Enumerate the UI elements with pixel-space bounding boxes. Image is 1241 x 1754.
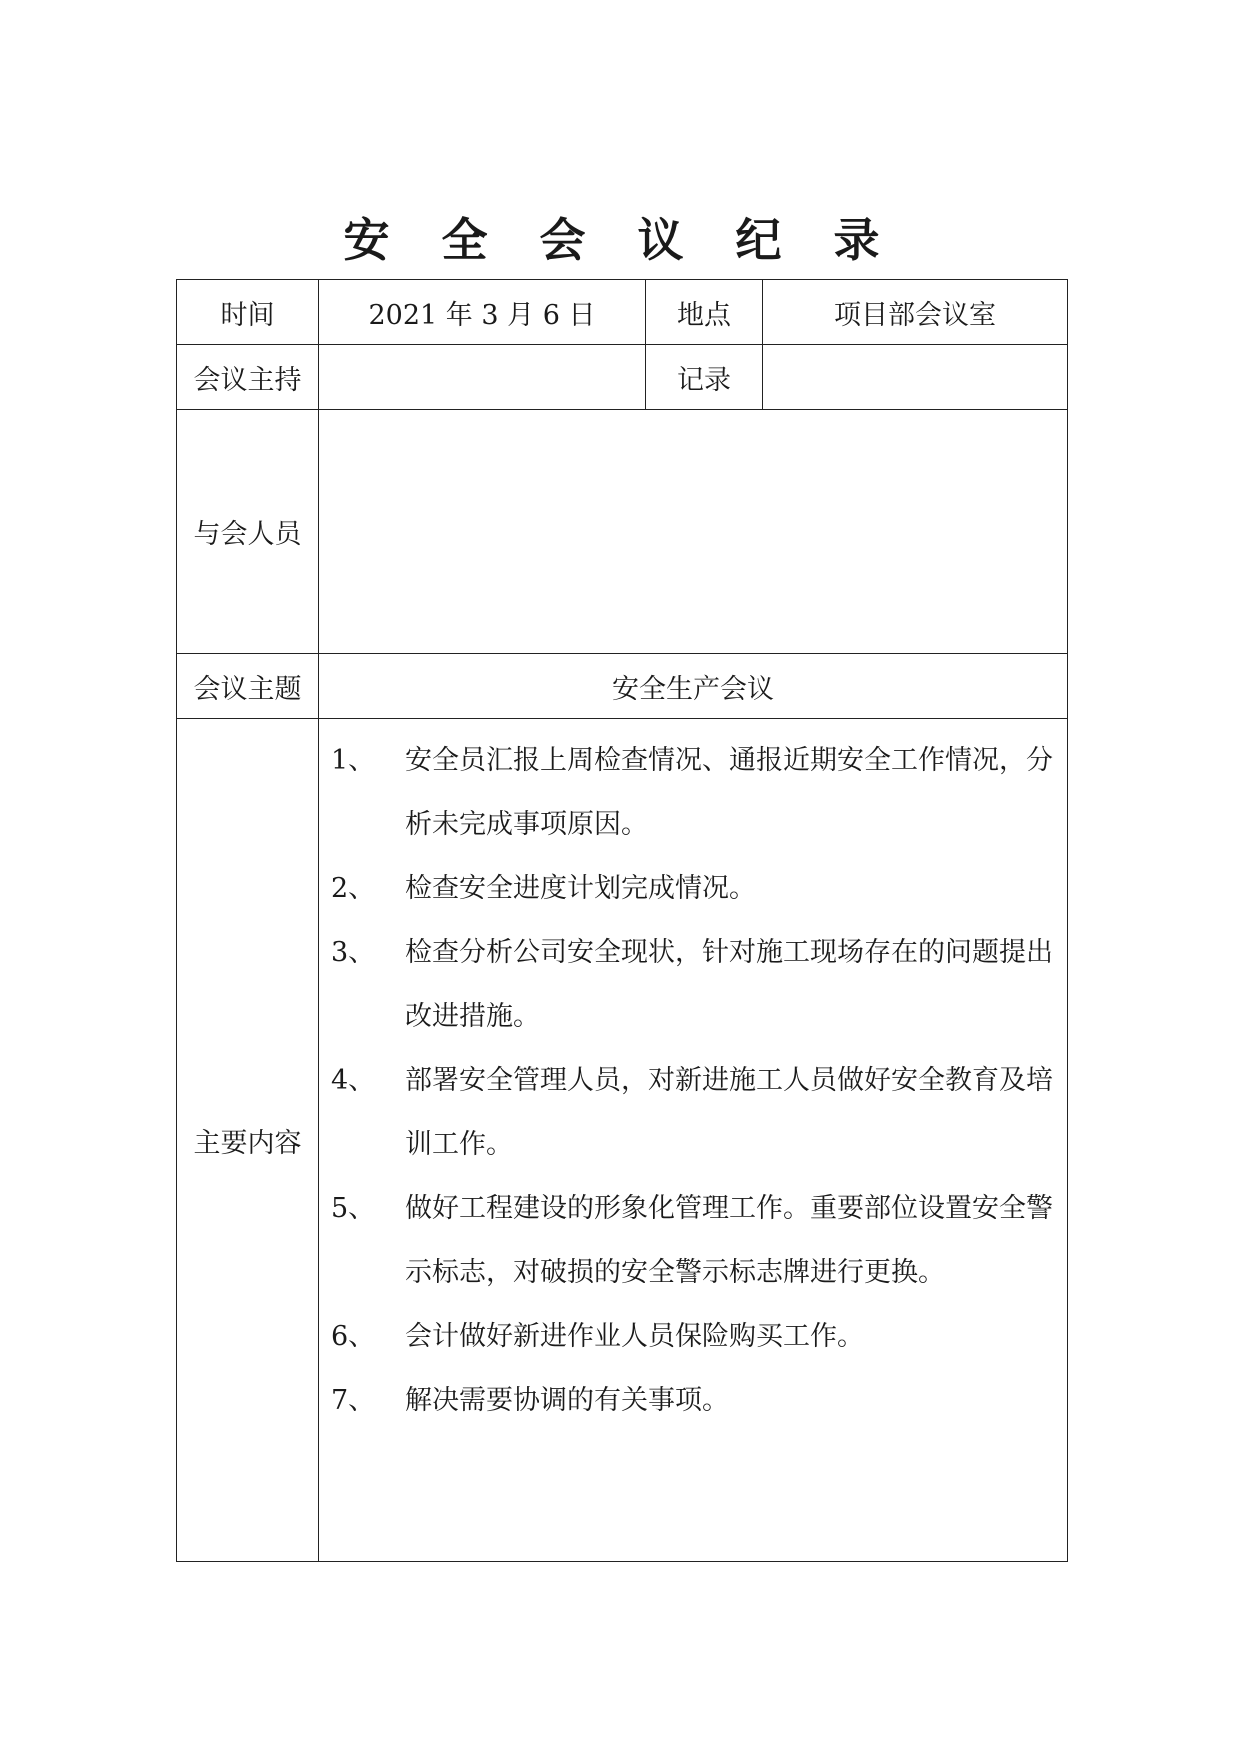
recorder-value xyxy=(763,345,1068,410)
list-item-text: 检查安全进度计划完成情况。 xyxy=(405,873,756,904)
attendees-row xyxy=(177,410,1068,654)
attendees-label: 与会人员 xyxy=(177,410,319,654)
list-item xyxy=(319,1177,1067,1305)
topic-label: 会议主题 xyxy=(177,654,319,719)
list-item-number: 6、 xyxy=(331,1321,376,1352)
recorder-label: 记录 xyxy=(646,345,763,410)
list-item-number: 4、 xyxy=(331,1065,376,1096)
list-item-text: 部署安全管理人员，对新进施工人员做好安全教育及培训工作。 xyxy=(405,1065,1053,1160)
topic-row xyxy=(177,654,1068,719)
list-item-number: 2、 xyxy=(331,873,376,904)
content-body xyxy=(319,719,1068,1562)
list-item-text: 检查分析公司安全现状，针对施工现场存在的问题提出改进措施。 xyxy=(405,937,1053,1032)
list-item xyxy=(319,1305,1067,1369)
time-value: 2021 年 3 月 6 日 xyxy=(319,280,646,345)
host-label: 会议主持 xyxy=(177,345,319,410)
location-label: 地点 xyxy=(646,280,763,345)
list-item-text: 解决需要协调的有关事项。 xyxy=(405,1385,729,1416)
content-list xyxy=(319,719,1067,1433)
list-item xyxy=(319,857,1067,921)
location-value: 项目部会议室 xyxy=(763,280,1068,345)
list-item xyxy=(319,921,1067,1049)
list-item xyxy=(319,729,1067,857)
document-title: 安 全 会 议 纪 录 xyxy=(343,213,898,267)
topic-value: 安全生产会议 xyxy=(319,654,1068,719)
list-item-number: 5、 xyxy=(331,1193,376,1224)
host-value xyxy=(319,345,646,410)
list-item-text: 做好工程建设的形象化管理工作。重要部位设置安全警示标志，对破损的安全警示标志牌进行更换。 xyxy=(405,1193,1053,1288)
meeting-record-table xyxy=(176,279,1068,1562)
list-item-number: 3、 xyxy=(331,937,376,968)
content-label: 主要内容 xyxy=(177,719,319,1562)
content-row xyxy=(177,719,1068,1562)
host-recorder-row xyxy=(177,345,1068,410)
time-location-row xyxy=(177,280,1068,345)
attendees-value xyxy=(319,410,1068,654)
list-item xyxy=(319,1049,1067,1177)
list-item-number: 1、 xyxy=(331,745,376,776)
list-item-text: 会计做好新进作业人员保险购买工作。 xyxy=(405,1321,864,1352)
time-label: 时间 xyxy=(177,280,319,345)
list-item xyxy=(319,1369,1067,1433)
list-item-text: 安全员汇报上周检查情况、通报近期安全工作情况，分析未完成事项原因。 xyxy=(405,745,1053,840)
list-item-number: 7、 xyxy=(331,1385,376,1416)
